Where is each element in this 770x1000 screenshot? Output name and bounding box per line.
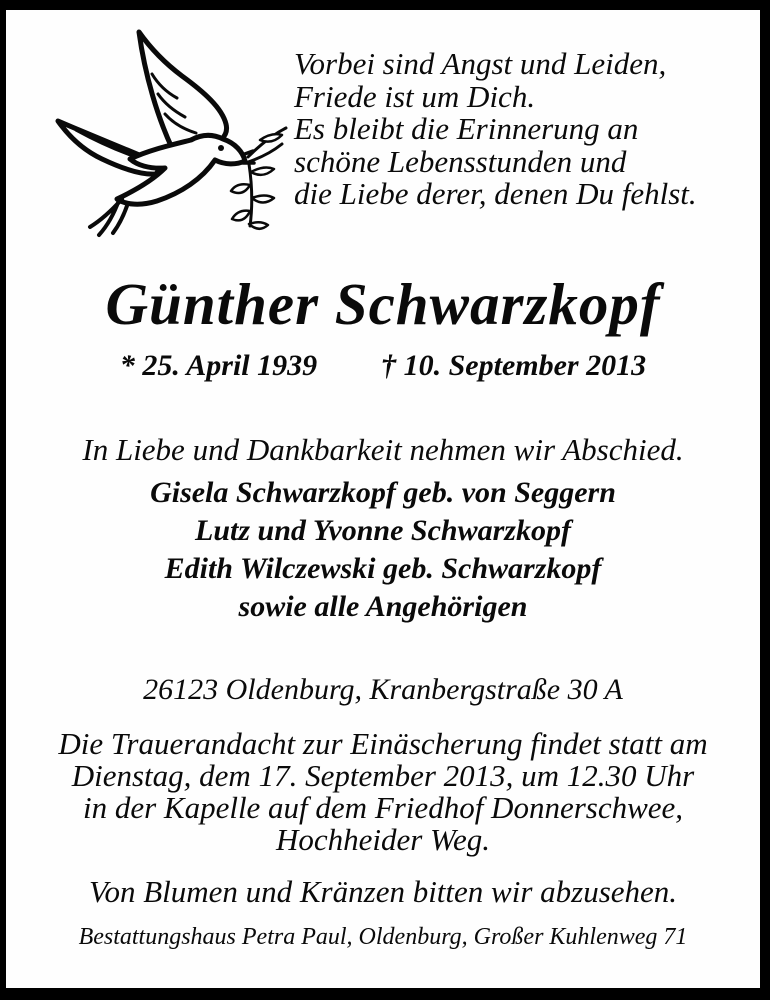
service-block [6, 728, 760, 856]
deceased-name: Günther Schwarzkopf [105, 271, 661, 337]
farewell-line: In Liebe und Dankbarkeit nehmen wir Abschied. [82, 432, 684, 467]
service-line: in der Kapelle auf dem Friedhof Donnerschwee, [82, 790, 684, 825]
service-line: Hochheider Weg. [275, 822, 491, 857]
death-date: † 10. September 2013 [381, 349, 647, 382]
service-line: Die Trauerandacht zur Einäscherung findet statt am [58, 726, 708, 761]
dove-olive-branch-icon [52, 22, 292, 242]
funeral-home-line: Bestattungshaus Petra Paul, Oldenburg, Großer Kuhlenweg 71 [78, 924, 688, 950]
mourner-line: Gisela Schwarzkopf geb. von Seggern [150, 476, 616, 509]
birth-date: * 25. April 1939 [119, 349, 318, 382]
poem-line: die Liebe derer, denen Du fehlst. [294, 176, 697, 211]
poem-block [294, 48, 697, 211]
notice-page [6, 10, 760, 988]
poem-line: Friede ist um Dich. [294, 78, 536, 114]
mourners-block [6, 474, 760, 626]
flowers-note: Von Blumen und Kränzen bitten wir abzusehen. [88, 874, 678, 909]
poem-line: Vorbei sind Angst und Leiden, [294, 46, 667, 81]
dove-icon [52, 22, 292, 242]
address-line: 26123 Oldenburg, Kranbergstraße 30 A [143, 673, 623, 706]
service-line: Dienstag, dem 17. September 2013, um 12.30 Uhr [71, 758, 695, 793]
poem-line: schöne Lebensstunden und [294, 143, 627, 179]
poem-line: Es bleibt die Erinnerung an [294, 111, 639, 146]
mourner-line: Edith Wilczewski geb. Schwarzkopf [164, 552, 602, 585]
life-dates [6, 346, 760, 386]
mourner-line: sowie alle Angehörigen [238, 590, 528, 623]
mourner-line: Lutz und Yvonne Schwarzkopf [195, 514, 571, 547]
